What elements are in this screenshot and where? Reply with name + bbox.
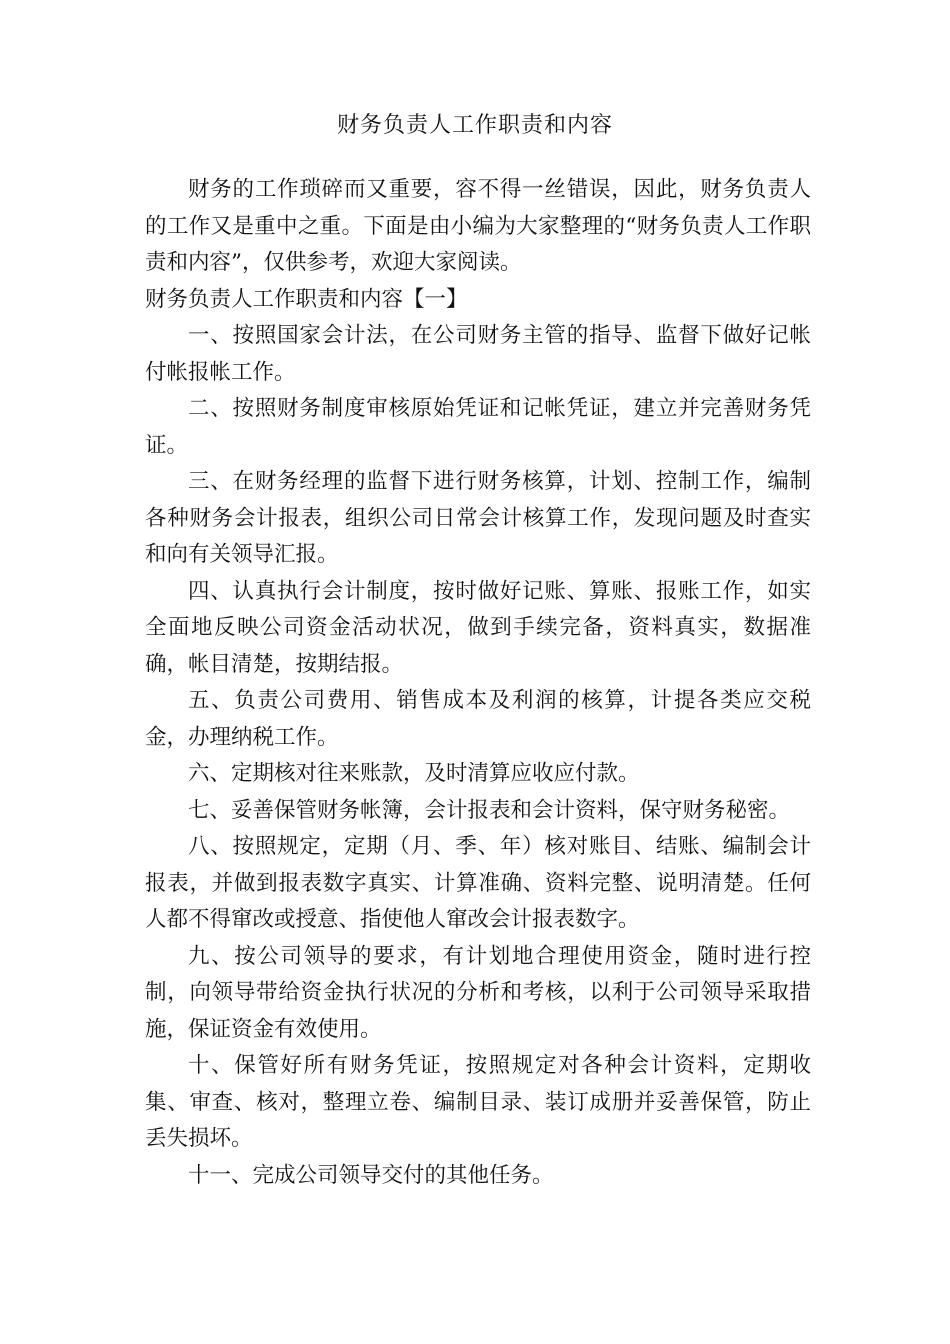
- duty-item-9: 九、按公司领导的要求，有计划地合理使用资金，随时进行控制，向领导带给资金执行状况的分析和考核，以利于公司领导采取措施，保证资金有效使用。: [145, 943, 811, 1042]
- duty-item-8: 八、按照规定，定期（月、季、年）核对账目、结账、编制会计报表，并做到报表数字真实、计算准确、资料完整、说明清楚。任何人都不得窜改或授意、指使他人窜改会计报表数字。: [145, 834, 811, 932]
- duty-item-2: 二、按照财务制度审核原始凭证和记帐凭证，建立并完善财务凭证。: [145, 396, 811, 458]
- document-body: [145, 172, 811, 1194]
- duty-item-4: 四、认真执行会计制度，按时做好记账、算账、报账工作，如实全面地反映公司资金活动状况，做到手续完备，资料真实，数据准确，帐目清楚，按期结报。: [145, 578, 811, 677]
- intro-paragraph: 财务的工作琐碎而又重要，容不得一丝错误，因此，财务负责人的工作又是重中之重。下面是由小编为大家整理的“财务负责人工作职责和内容”，仅供参考，欢迎大家阅读。: [145, 177, 811, 275]
- duty-item-3: 三、在财务经理的监督下进行财务核算，计划、控制工作，编制各种财务会计报表，组织公司日常会计核算工作，发现问题及时查实和向有关领导汇报。: [145, 469, 811, 567]
- duty-item-1: 一、按照国家会计法，在公司财务主管的指导、监督下做好记帐付帐报帐工作。: [145, 323, 811, 385]
- duty-item-11: 十一、完成公司领导交付的其他任务。: [188, 1162, 554, 1188]
- duty-item-7: 七、妥善保管财务帐簿，会计报表和会计资料，保守财务秘密。: [188, 797, 791, 823]
- section-heading: 财务负责人工作职责和内容【一】: [145, 286, 468, 312]
- duty-item-6: 六、定期核对往来账款，及时清算应收应付款。: [188, 761, 640, 786]
- document-title: 财务负责人工作职责和内容: [336, 113, 613, 138]
- duty-item-10: 十、保管好所有财务凭证，按照规定对各种会计资料，定期收集、审查、核对，整理立卷、编制目录、装订成册并妥善保管，防止丢失损坏。: [145, 1053, 811, 1151]
- duty-item-5: 五、负责公司费用、销售成本及利润的核算，计提各类应交税金，办理纳税工作。: [145, 688, 811, 750]
